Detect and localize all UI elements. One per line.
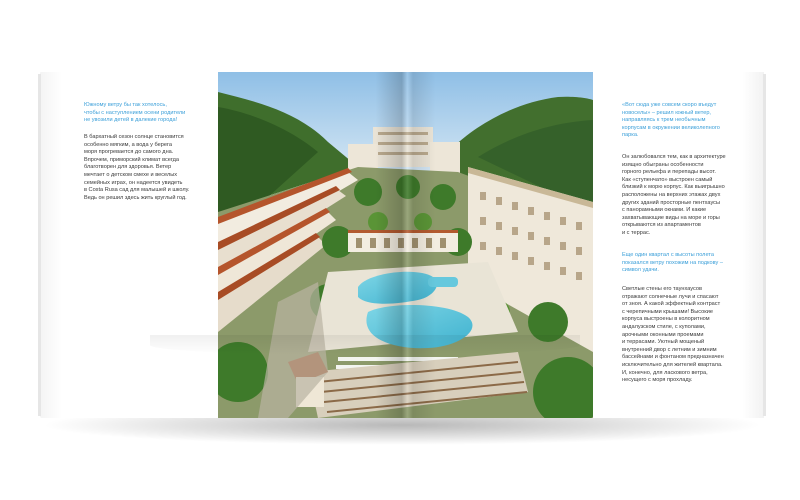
right-paragraph-2: Светлые стены его таунхаусов отражают солнечные лучи и спасают от зноя. А какой эффектный контраст с черепичными крышами! Высокие корпуса выстроены в колоритном андалузском стиле, с куполами, арочными оконными проемами и террасами. Уютный мощеный внутренний двор с летним и зимним бассейнами и фонтаном предназначен исключительно для жителей квартала. И, конечно, для ласкового ветра, несущего с моря прохладу. xyxy=(622,286,724,384)
spine-bottom-curve xyxy=(150,335,580,355)
open-brochure xyxy=(40,72,764,418)
right-quote-2: Еще один квартал с высоты полета показался ветру похожим на подкову – символ удачи. xyxy=(622,252,723,274)
right-quote-1: «Вот сюда уже совсем скоро въедут новоселы» – решил южный ветер, направляясь к трем необычным корпусам в окружении великолепного парка. xyxy=(622,102,720,139)
right-page-edge xyxy=(763,74,766,416)
left-quote: Южному ветру бы так хотелось, чтобы с наступлением осени родители не увозили детей в далекие города! xyxy=(84,102,186,124)
resort-rendering-image xyxy=(218,72,593,418)
resort-illustration xyxy=(218,72,593,418)
left-page-edge xyxy=(38,74,41,416)
left-paragraph: В бархатный сезон солнце становится особенно мягким, а вода у берега моря прогревается до самого дна. Впрочем, приморский климат всегда благотворен для здоровья. Ветер мечтает о детском смехе и веселых семейных играх, он надеется увидеть в Costa Rusa сад для малышей и школу. Ведь он решил здесь жить круглый год. xyxy=(84,134,190,201)
right-paragraph-1: Он залюбовался тем, как в архитектуре изящно обыграны особенности горного рельефа и перепады высот. Как «ступенчато» выстроен самый близкий к морю корпус. Как выигрышно расположены на верхних этажах двух других зданий просторные пентхаусы с панорамными окнами. И какие захватывающие виды на море и горы открываются из апартаментов и с террас. xyxy=(622,154,726,236)
